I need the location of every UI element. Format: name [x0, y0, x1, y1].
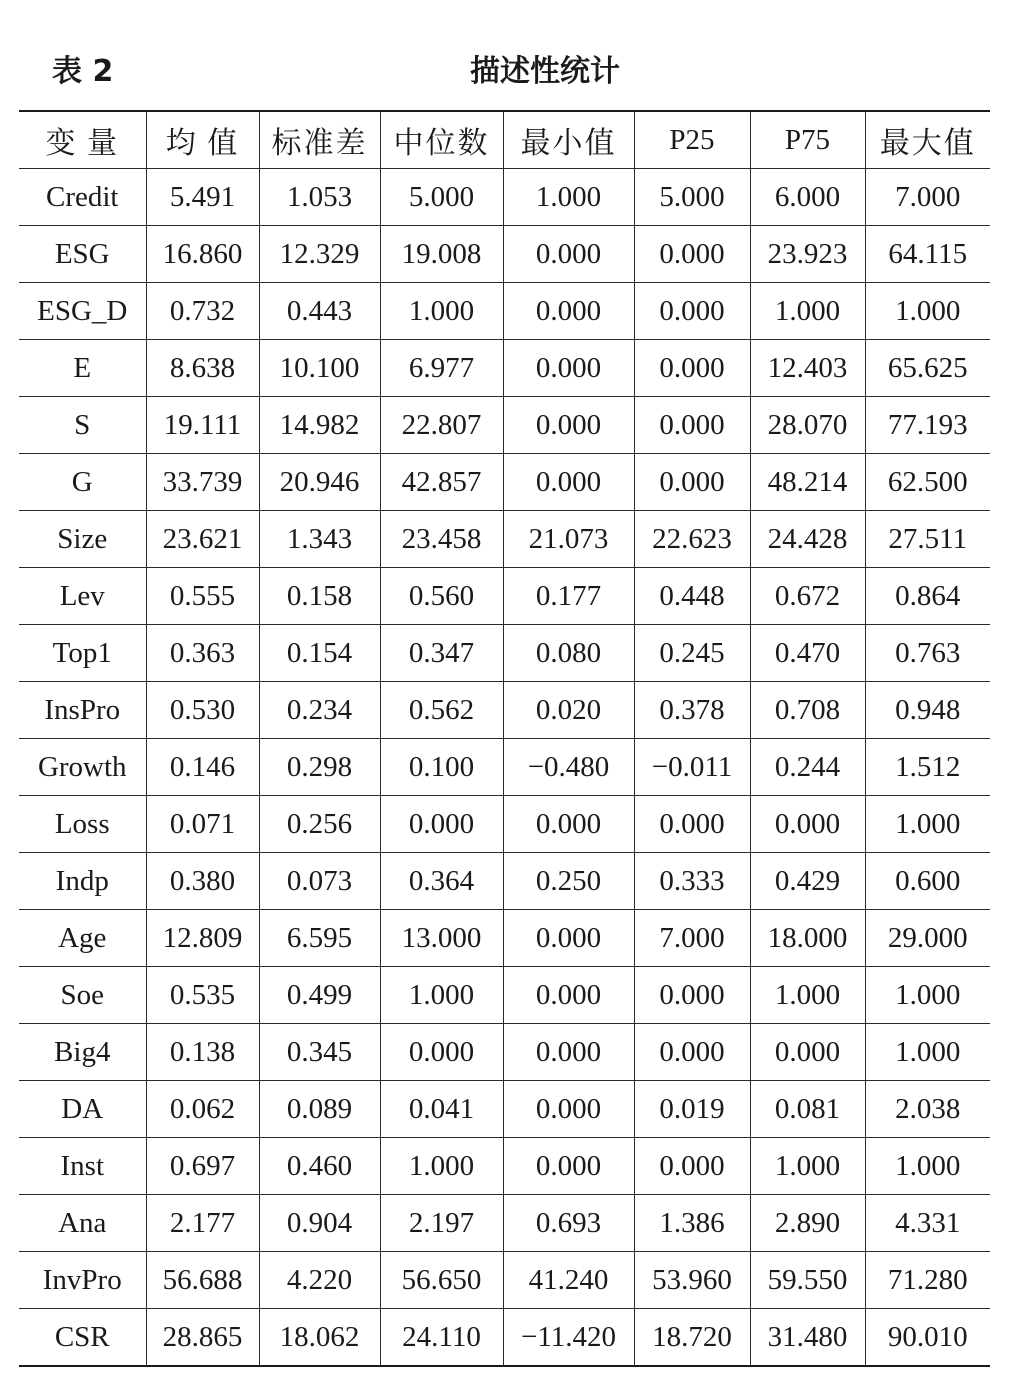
value-cell: 1.000 — [865, 967, 990, 1024]
value-cell: 10.100 — [259, 340, 380, 397]
table-row — [19, 1138, 990, 1195]
table-row — [19, 511, 990, 568]
value-cell: 23.621 — [146, 511, 259, 568]
value-cell: 0.081 — [750, 1081, 865, 1138]
value-cell: 0.345 — [259, 1024, 380, 1081]
value-cell: 29.000 — [865, 910, 990, 967]
value-cell: 23.923 — [750, 226, 865, 283]
value-cell: 0.429 — [750, 853, 865, 910]
value-cell: 0.535 — [146, 967, 259, 1024]
header-mean: 均 值 — [146, 111, 259, 169]
variable-name-cell: InvPro — [19, 1252, 146, 1309]
value-cell: 8.638 — [146, 340, 259, 397]
table-row — [19, 1195, 990, 1252]
value-cell: 0.000 — [503, 910, 634, 967]
variable-name-cell: Top1 — [19, 625, 146, 682]
variable-name-cell: Age — [19, 910, 146, 967]
value-cell: 0.000 — [380, 796, 503, 853]
value-cell: 56.650 — [380, 1252, 503, 1309]
value-cell: 0.138 — [146, 1024, 259, 1081]
value-cell: 1.000 — [380, 967, 503, 1024]
value-cell: 33.739 — [146, 454, 259, 511]
value-cell: 14.982 — [259, 397, 380, 454]
value-cell: 0.000 — [750, 796, 865, 853]
value-cell: −0.480 — [503, 739, 634, 796]
value-cell: 6.000 — [750, 169, 865, 226]
value-cell: 2.038 — [865, 1081, 990, 1138]
table-title: 描述性统计 — [470, 54, 620, 89]
value-cell: 0.234 — [259, 682, 380, 739]
value-cell: 28.865 — [146, 1309, 259, 1367]
value-cell: 23.458 — [380, 511, 503, 568]
value-cell: 0.073 — [259, 853, 380, 910]
table-row — [19, 796, 990, 853]
value-cell: 0.904 — [259, 1195, 380, 1252]
variable-name-cell: Ana — [19, 1195, 146, 1252]
value-cell: 5.000 — [634, 169, 750, 226]
value-cell: 0.000 — [503, 796, 634, 853]
value-cell: 0.154 — [259, 625, 380, 682]
table-row — [19, 853, 990, 910]
value-cell: 0.000 — [634, 283, 750, 340]
variable-name-cell: Lev — [19, 568, 146, 625]
value-cell: 0.499 — [259, 967, 380, 1024]
value-cell: 0.041 — [380, 1081, 503, 1138]
value-cell: 48.214 — [750, 454, 865, 511]
table-row — [19, 397, 990, 454]
table-number: 表 2 — [52, 54, 114, 89]
value-cell: 2.890 — [750, 1195, 865, 1252]
value-cell: 4.331 — [865, 1195, 990, 1252]
value-cell: 1.000 — [750, 283, 865, 340]
table-row — [19, 1309, 990, 1367]
table-row — [19, 1252, 990, 1309]
value-cell: 0.244 — [750, 739, 865, 796]
variable-name-cell: Credit — [19, 169, 146, 226]
variable-name-cell: CSR — [54, 1320, 110, 1353]
value-cell: 0.080 — [503, 625, 634, 682]
value-cell: 1.000 — [380, 1138, 503, 1195]
value-cell: 41.240 — [503, 1252, 634, 1309]
value-cell: 53.960 — [634, 1252, 750, 1309]
value-cell: 0.000 — [503, 340, 634, 397]
value-cell: 1.000 — [865, 283, 990, 340]
value-cell: 0.693 — [503, 1195, 634, 1252]
value-cell: 0.000 — [634, 796, 750, 853]
variable-name-cell: Loss — [19, 796, 146, 853]
value-cell: 0.000 — [634, 967, 750, 1024]
value-cell: 1.053 — [259, 169, 380, 226]
value-cell: 0.000 — [634, 340, 750, 397]
variable-name-cell: Size — [19, 511, 146, 568]
value-cell: 1.000 — [750, 967, 865, 1024]
value-cell: 18.062 — [259, 1309, 380, 1367]
value-cell: 0.732 — [146, 283, 259, 340]
value-cell: 0.000 — [503, 1138, 634, 1195]
value-cell: 0.000 — [634, 1024, 750, 1081]
value-cell: 0.146 — [146, 739, 259, 796]
value-cell: 0.600 — [865, 853, 990, 910]
value-cell: 0.000 — [380, 1024, 503, 1081]
value-cell: 71.280 — [865, 1252, 990, 1309]
value-cell: 0.363 — [146, 625, 259, 682]
variable-name-cell: E — [19, 340, 146, 397]
value-cell: 0.864 — [865, 568, 990, 625]
value-cell: 2.177 — [146, 1195, 259, 1252]
value-cell: 0.000 — [503, 1081, 634, 1138]
value-cell: 0.448 — [634, 568, 750, 625]
variable-name-cell: S — [19, 397, 146, 454]
value-cell: 22.807 — [380, 397, 503, 454]
header-std-dev: 标准差 — [259, 111, 380, 169]
table-caption — [0, 0, 1013, 110]
value-cell: 0.020 — [503, 682, 634, 739]
value-cell: 20.946 — [259, 454, 380, 511]
header-max: 最大值 — [865, 111, 990, 169]
value-cell: 6.977 — [380, 340, 503, 397]
variable-name-cell: InsPro — [19, 682, 146, 739]
value-cell: 0.245 — [634, 625, 750, 682]
header-median: 中位数 — [380, 111, 503, 169]
value-cell: 0.697 — [146, 1138, 259, 1195]
value-cell: 0.000 — [503, 967, 634, 1024]
variable-name-cell: Growth — [19, 739, 146, 796]
value-cell: 0.763 — [865, 625, 990, 682]
value-cell: 1.512 — [865, 739, 990, 796]
value-cell: 0.177 — [503, 568, 634, 625]
value-cell: 65.625 — [865, 340, 990, 397]
value-cell: 24.110 — [380, 1309, 503, 1367]
value-cell: 0.000 — [503, 397, 634, 454]
value-cell: 6.595 — [259, 910, 380, 967]
value-cell: 1.000 — [865, 1024, 990, 1081]
value-cell: 64.115 — [865, 226, 990, 283]
value-cell: 12.403 — [750, 340, 865, 397]
variable-name-cell: Inst — [19, 1138, 146, 1195]
value-cell: 18.720 — [634, 1309, 750, 1367]
value-cell: 5.491 — [146, 169, 259, 226]
value-cell: 62.500 — [865, 454, 990, 511]
value-cell: 12.809 — [146, 910, 259, 967]
header-variable: 变 量 — [19, 111, 146, 169]
value-cell: 0.000 — [634, 454, 750, 511]
value-cell: 0.071 — [146, 796, 259, 853]
variable-name-cell: G — [19, 454, 146, 511]
value-cell: 12.329 — [259, 226, 380, 283]
table-body — [19, 169, 990, 1367]
value-cell: 1.000 — [380, 283, 503, 340]
value-cell: 0.530 — [146, 682, 259, 739]
value-cell: 16.860 — [146, 226, 259, 283]
value-cell: 0.948 — [865, 682, 990, 739]
value-cell: 0.000 — [503, 226, 634, 283]
value-cell: 0.000 — [503, 1024, 634, 1081]
value-cell: 77.193 — [865, 397, 990, 454]
value-cell: 5.000 — [380, 169, 503, 226]
value-cell: 0.298 — [259, 739, 380, 796]
value-cell: 24.428 — [750, 511, 865, 568]
table-row — [19, 910, 990, 967]
table-row — [19, 454, 990, 511]
value-cell: 59.550 — [750, 1252, 865, 1309]
value-cell: 0.560 — [380, 568, 503, 625]
table-row — [19, 1081, 990, 1138]
table-row — [19, 568, 990, 625]
value-cell: 0.000 — [634, 226, 750, 283]
header-min: 最小值 — [503, 111, 634, 169]
value-cell: 0.158 — [259, 568, 380, 625]
value-cell: 0.378 — [634, 682, 750, 739]
variable-name-cell: DA — [19, 1081, 146, 1138]
value-cell: 0.100 — [380, 739, 503, 796]
variable-name-cell: Big4 — [19, 1024, 146, 1081]
value-cell: 0.250 — [503, 853, 634, 910]
value-cell: 0.443 — [259, 283, 380, 340]
variable-name-cell: ESG — [19, 226, 146, 283]
value-cell: 4.220 — [259, 1252, 380, 1309]
value-cell: 0.460 — [259, 1138, 380, 1195]
value-cell: 0.333 — [634, 853, 750, 910]
value-cell: 0.019 — [634, 1081, 750, 1138]
value-cell: 42.857 — [380, 454, 503, 511]
table-row — [19, 169, 990, 226]
value-cell: 0.000 — [503, 283, 634, 340]
value-cell: 19.008 — [380, 226, 503, 283]
value-cell: 18.000 — [750, 910, 865, 967]
table-row — [19, 1024, 990, 1081]
value-cell: −11.420 — [503, 1309, 634, 1367]
value-cell: 0.380 — [146, 853, 259, 910]
value-cell: 1.000 — [865, 1138, 990, 1195]
value-cell: 0.364 — [380, 853, 503, 910]
value-cell: 90.010 — [865, 1309, 990, 1367]
value-cell: 0.555 — [146, 568, 259, 625]
value-cell: 0.708 — [750, 682, 865, 739]
table-row — [19, 682, 990, 739]
value-cell: 22.623 — [634, 511, 750, 568]
value-cell: 0.672 — [750, 568, 865, 625]
value-cell: 0.062 — [146, 1081, 259, 1138]
value-cell: 27.511 — [865, 511, 990, 568]
value-cell: 0.562 — [380, 682, 503, 739]
value-cell: 0.000 — [634, 1138, 750, 1195]
variable-name-cell: Indp — [19, 853, 146, 910]
value-cell: 0.089 — [259, 1081, 380, 1138]
value-cell: 56.688 — [146, 1252, 259, 1309]
header-row — [19, 111, 990, 169]
header-p25: P25 — [634, 111, 750, 169]
value-cell: 31.480 — [750, 1309, 865, 1367]
table-row — [19, 226, 990, 283]
header-p75: P75 — [750, 111, 865, 169]
value-cell: 2.197 — [380, 1195, 503, 1252]
table-row — [19, 340, 990, 397]
table-row — [19, 283, 990, 340]
table-row — [19, 625, 990, 682]
variable-name-cell: Soe — [19, 967, 146, 1024]
descriptive-statistics-table — [19, 110, 990, 1367]
value-cell: 0.347 — [380, 625, 503, 682]
value-cell: 0.000 — [634, 397, 750, 454]
value-cell: 1.343 — [259, 511, 380, 568]
value-cell: 0.470 — [750, 625, 865, 682]
variable-name-cell: ESG_D — [19, 283, 146, 340]
value-cell: 1.000 — [503, 169, 634, 226]
value-cell: 19.111 — [146, 397, 259, 454]
value-cell: 13.000 — [380, 910, 503, 967]
value-cell: 0.000 — [503, 454, 634, 511]
value-cell: 21.073 — [503, 511, 634, 568]
value-cell: 7.000 — [634, 910, 750, 967]
table-row — [19, 739, 990, 796]
value-cell: −0.011 — [634, 739, 750, 796]
value-cell: 1.000 — [750, 1138, 865, 1195]
value-cell: 28.070 — [750, 397, 865, 454]
value-cell: 1.386 — [634, 1195, 750, 1252]
value-cell: 7.000 — [865, 169, 990, 226]
value-cell: 1.000 — [865, 796, 990, 853]
value-cell: 0.256 — [259, 796, 380, 853]
value-cell: 0.000 — [750, 1024, 865, 1081]
table-row — [19, 967, 990, 1024]
